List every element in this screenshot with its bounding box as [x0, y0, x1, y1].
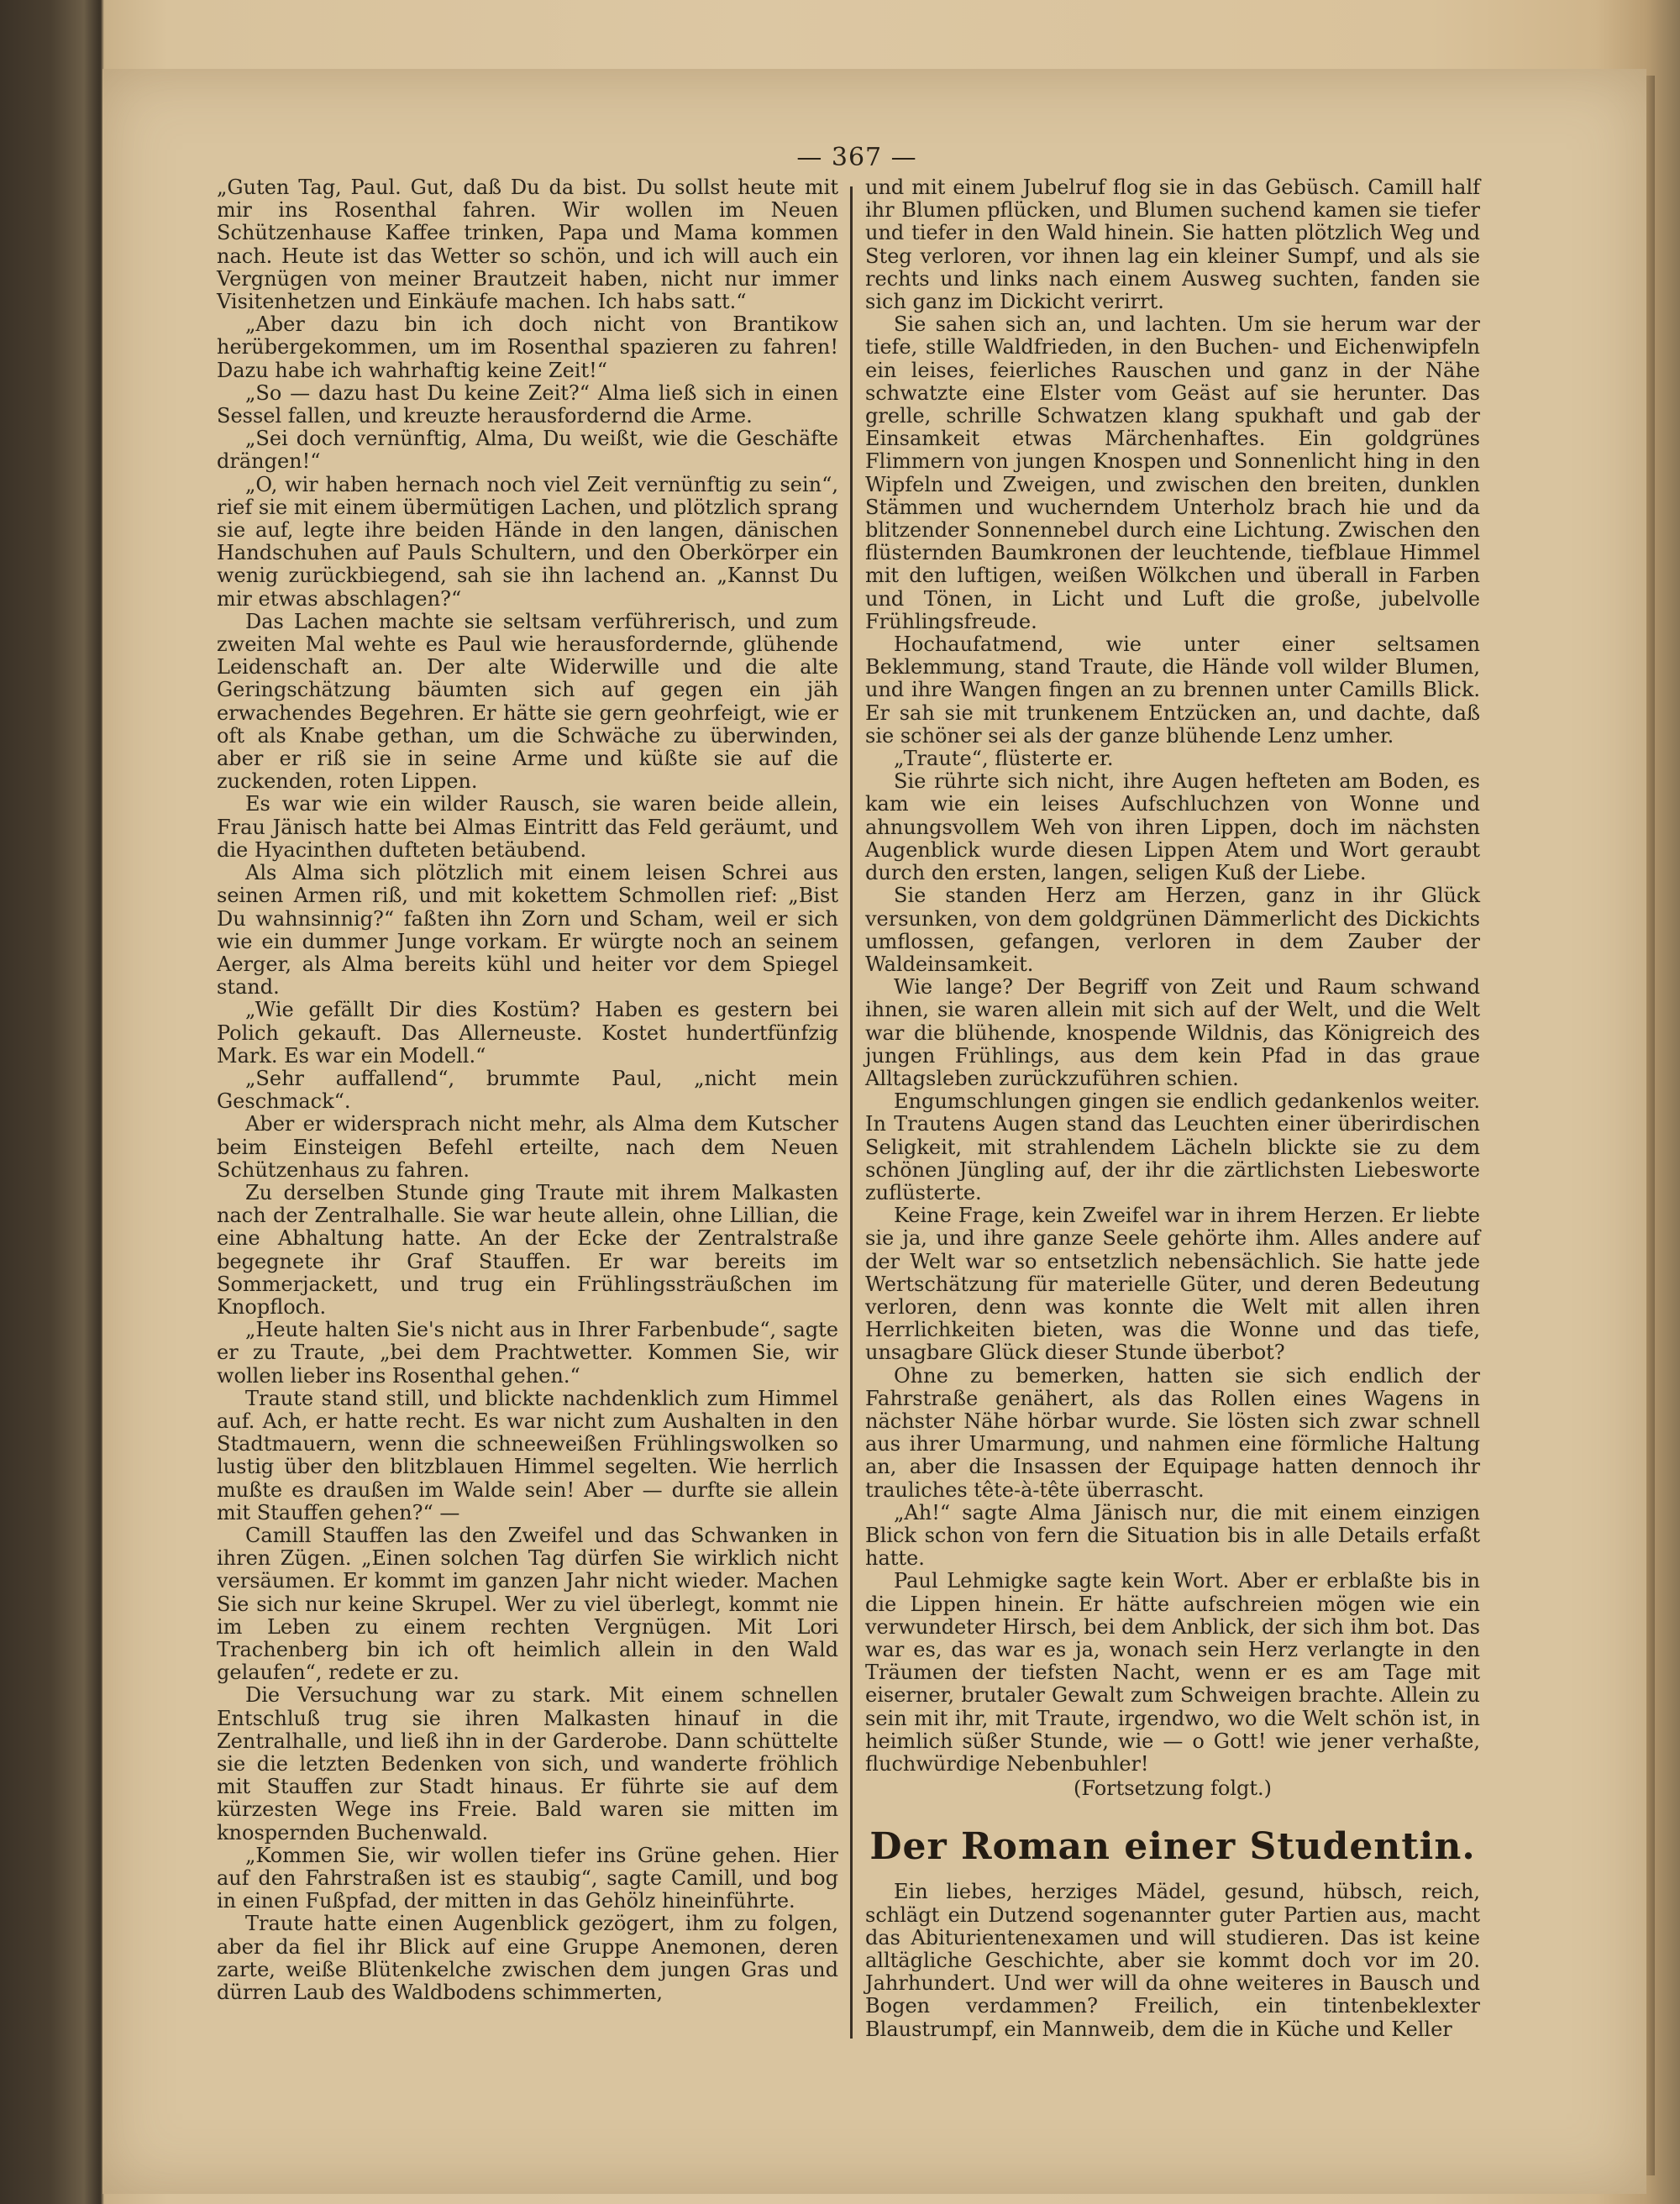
paragraph: Wie lange? Der Begriff von Zeit und Raum schwand ihnen, sie waren allein mit sich auf der Welt, und die Welt war die blühende, knospende Wildnis, das Königreich des jungen Frühlings, aus dem kein Pfad in das graue Alltagsleben zurückzuführen schien.	[865, 975, 1480, 1090]
paragraph: Als Alma sich plötzlich mit einem leisen Schrei aus seinen Armen riß, und mit kokettem Schmollen rief: „Bist Du wahnsinnig?“ faßten ihn Zorn und Scham, weil er sich wie ein dummer Junge vorkam. Er würgte noch an seinem Aerger, als Alma bereits kühl und heiter vor dem Spiegel stand.	[217, 861, 838, 1000]
paragraph: Traute hatte einen Augenblick gezögert, ihm zu folgen, aber da fiel ihr Blick auf eine Gruppe Anemonen, deren zarte, weiße Blütenkelche zwischen dem jungen Gras und dürren Laub des Waldbodens schimmerten,	[217, 1912, 838, 2005]
paragraph: „Traute“, flüsterte er.	[894, 747, 1114, 771]
article-paragraph: Ein liebes, herziges Mädel, gesund, hübsch, reich, schlägt ein Dutzend sogenannter guter Partien aus, macht das Abiturientenexamen und will studieren. Das ist keine alltägliche Geschichte, aber sie kommt doch vor im 20. Jahrhundert. Und wer will da ohne weiteres in Bausch und Bogen verdammen? Freilich, ein tintenbeklexter Blaustrumpf, ein Mannweib, dem die in Küche und Keller	[865, 1880, 1480, 2041]
paragraph: Camill Stauffen las den Zweifel und das Schwanken in ihren Zügen. „Einen solchen Tag dürfen Sie wirklich nicht versäumen. Er kommt im ganzen Jahr nicht wieder. Machen Sie sich nur keine Skrupel. Wer zu viel überlegt, kommt nie im Leben zu einem rechten Vergnügen. Mit Lori Trachenberg bin ich oft heimlich allein in den Wald gelaufen“, redete er zu.	[217, 1523, 838, 1685]
left-column	[217, 176, 838, 2004]
paragraph: Ohne zu bemerken, hatten sie sich endlich der Fahrstraße genähert, als das Rollen eines Wagens in nächster Nähe hörbar wurde. Sie lösten sich zwar schnell aus ihrer Umarmung, und nahmen eine förmliche Haltung an, aber die Insassen der Equipage hatten dennoch ihr trauliches tête-à-tête überrascht.	[865, 1363, 1480, 1502]
paragraph: „Sei doch vernünftig, Alma, Du weißt, wie die Geschäfte drängen!“	[217, 427, 838, 474]
paragraph: Hochaufatmend, wie unter einer seltsamen Beklemmung, stand Traute, die Hände voll wilder Blumen, und ihre Wangen fingen an zu brennen unter Camills Blick. Er sah sie mit trunkenem Entzücken an, und dachte, daß sie schöner sei als der ganze blühende Lenz umher.	[865, 632, 1480, 748]
paragraph: Engumschlungen gingen sie endlich gedankenlos weiter. In Trautens Augen stand das Leuchten einer überirdischen Seligkeit, mit strahlendem Lächeln blickte sie zu dem schönen Jüngling auf, der ihr die zärtlichsten Liebesworte zuflüsterte.	[865, 1089, 1480, 1204]
paragraph: Das Lachen machte sie seltsam verführerisch, und zum zweiten Mal wehte es Paul wie herausfordernde, glühende Leidenschaft an. Der alte Widerwille und die alte Geringschätzung bäumten sich auf gegen ein jäh erwachendes Begehren. Er hätte sie gern geohrfeigt, wie er oft als Knabe gethan, um die Schwäche zu überwinden, aber er riß sie in seine Arme und küßte sie auf die zuckenden, roten Lippen.	[217, 609, 838, 794]
continuation-note: (Fortsetzung folgt.)	[1074, 1776, 1272, 1801]
paragraph: „Wie gefällt Dir dies Kostüm? Haben es gestern bei Polich gekauft. Das Allerneuste. Kostet hundertfünfzig Mark. Es war ein Modell.“	[217, 998, 838, 1068]
paragraph: „Heute halten Sie's nicht aus in Ihrer Farbenbude“, sagte er zu Traute, „bei dem Prachtwetter. Kommen Sie, wir wollen lieber ins Rosenthal gehen.“	[217, 1318, 838, 1388]
paragraph: Es war wie ein wilder Rausch, sie waren beide allein, Frau Jänisch hatte bei Almas Eintritt das Feld geräumt, und die Hyacinthen dufteten betäubend.	[217, 792, 838, 862]
paragraph: Zu derselben Stunde ging Traute mit ihrem Malkasten nach der Zentralhalle. Sie war heute allein, ohne Lillian, die eine Abhaltung hatte. An der Ecke der Zentralstraße begegnete ihr Graf Stauffen. Er war bereits im Sommerjackett, und trug ein Frühlingssträußchen im Knopfloch.	[217, 1180, 838, 1319]
paragraph: Sie rührte sich nicht, ihre Augen hefteten am Boden, es kam wie ein leises Aufschluchzen von Wonne und ahnungsvollem Weh von ihren Lippen, doch im nächsten Augenblick wurde diesen Lippen Atem und Wort geraubt durch den ersten, langen, seligen Kuß der Liebe.	[865, 769, 1480, 885]
right-column	[865, 176, 1480, 2041]
paragraph: „Aber dazu bin ich doch nicht von Brantikow herübergekommen, um im Rosenthal spazieren zu fahren! Dazu habe ich wahrhaftig keine Zeit!“	[217, 312, 838, 382]
paragraph: Traute stand still, und blickte nachdenklich zum Himmel auf. Ach, er hatte recht. Es war nicht zum Aushalten in den Stadtmauern, wenn die schneeweißen Frühlingswolken so lustig über den blitzblauen Himmel segelten. Wie herrlich mußte es draußen im Walde sein! Aber — durfte sie allein mit Stauffen gehen?“ —	[217, 1386, 838, 1524]
page-number: — 367 —	[796, 143, 917, 172]
paragraph: Keine Frage, kein Zweifel war in ihrem Herzen. Er liebte sie ja, und ihre ganze Seele gehörte ihm. Alles andere auf der Welt war so entsetzlich nebensächlich. Sie hatte jede Wertschätzung für materielle Güter, und deren Bedeutung verloren, denn was konnte die Welt mit allen ihren Herrlichkeiten bieten, was die Wonne und das tiefe, unsagbare Glück dieser Stunde überbot?	[865, 1204, 1480, 1365]
column-divider	[850, 186, 853, 2039]
paragraph: „Sehr auffallend“, brummte Paul, „nicht mein Geschmack“.	[217, 1066, 838, 1114]
paragraph: Paul Lehmigke sagte kein Wort. Aber er erblaßte bis in die Lippen hinein. Er hätte aufschreien mögen wie ein verwundeter Hirsch, bei dem Anblick, der sich ihm bot. Das war es, das war es ja, wonach sein Herz verlangte in den Träumen der tiefsten Nacht, wenn er es am Tage mit eiserner, brutaler Gewalt zum Schweigen brachte. Allein zu sein mit ihr, mit Traute, irgendwo, wo die Welt schön ist, in heimlich süßer Stunde, wie — o Gott! wie jener verhaßte, fluchwürdige Nebenbuhler!	[865, 1569, 1480, 1776]
paragraph: Sie standen Herz am Herzen, ganz in ihr Glück versunken, von dem goldgrünen Dämmerlicht des Dickichts umflossen, gefangen, verloren in dem Zauber der Waldeinsamkeit.	[865, 884, 1480, 976]
paragraph: „Kommen Sie, wir wollen tiefer ins Grüne gehen. Hier auf den Fahrstraßen ist es staubig“, sagte Camill, und bog in einen Fußpfad, der mitten in das Gehölz hineinführte.	[217, 1843, 838, 1913]
paragraph: Aber er widersprach nicht mehr, als Alma dem Kutscher beim Einsteigen Befehl erteilte, nach dem Neuen Schützenhaus zu fahren.	[217, 1112, 838, 1182]
paragraph: Die Versuchung war zu stark. Mit einem schnellen Entschluß trug sie ihren Malkasten hinauf in die Zentralhalle, und ließ ihn in der Garderobe. Dann schüttelte sie die letzten Bedenken von sich, und wanderte fröhlich mit Stauffen zur Stadt hinaus. Er führte sie auf dem kürzesten Wege ins Freie. Bald waren sie mitten im knospernden Buchenwald.	[217, 1683, 838, 1845]
paragraph: „Guten Tag, Paul. Gut, daß Du da bist. Du sollst heute mit mir ins Rosenthal fahren. Wir wollen im Neuen Schützenhause Kaffee trinken, Papa und Mama kommen nach. Heute ist das Wetter so schön, und ich will auch ein Vergnügen von meiner Brautzeit haben, nicht nur immer Visitenhetzen und Einkäufe machen. Ich habs satt.“	[217, 176, 838, 314]
paragraph: „O, wir haben hernach noch viel Zeit vernünftig zu sein“, rief sie mit einem übermütigen Lachen, und plötzlich sprang sie auf, legte ihre beiden Hände in den langen, dänischen Handschuhen auf Pauls Schultern, und den Oberkörper ein wenig zurückbiegend, sah sie ihn lachend an. „Kannst Du mir etwas abschlagen?“	[217, 472, 838, 611]
article-title: Der Roman einer Studentin.	[869, 1825, 1476, 1869]
paragraph: und mit einem Jubelruf flog sie in das Gebüsch. Camill half ihr Blumen pflücken, und Blumen suchend kamen sie tiefer und tiefer in den Wald hinein. Sie hatten plötzlich Weg und Steg verloren, vor ihnen lag ein kleiner Sumpf, und als sie rechts und links nach einem Ausweg suchten, fanden sie sich ganz im Dickicht verirrt.	[865, 176, 1480, 314]
paragraph: „So — dazu hast Du keine Zeit?“ Alma ließ sich in einen Sessel fallen, und kreuzte herausfordernd die Arme.	[217, 380, 838, 428]
paragraph: Sie sahen sich an, und lachten. Um sie herum war der tiefe, stille Waldfrieden, in den Buchen- und Eichenwipfeln ein leises, feierliches Rauschen und ganz in der Nähe schwatzte eine Elster vom Geäst auf sie herunter. Das grelle, schrille Schwatzen klang spukhaft und gab der Einsamkeit etwas Märchenhaftes. Ein goldgrünes Flimmern von jungen Knospen und Sonnenlicht hing in den Wipfeln und Zweigen, und zwischen den breiten, dunklen Stämmen und wucherndem Unterholz brach hie und da blitzender Sonnennebel durch eine Lichtung. Zwischen den flüsternden Baumkronen der leuchtende, tiefblaue Himmel mit den luftigen, weißen Wölkchen und überall in Farben und Tönen, in Licht und Luft die große, jubelvolle Frühlingsfreude.	[865, 312, 1480, 633]
paragraph: „Ah!“ sagte Alma Jänisch nur, die mit einem einzigen Blick schon von fern die Situation bis in alle Details erfaßt hatte.	[865, 1500, 1480, 1571]
